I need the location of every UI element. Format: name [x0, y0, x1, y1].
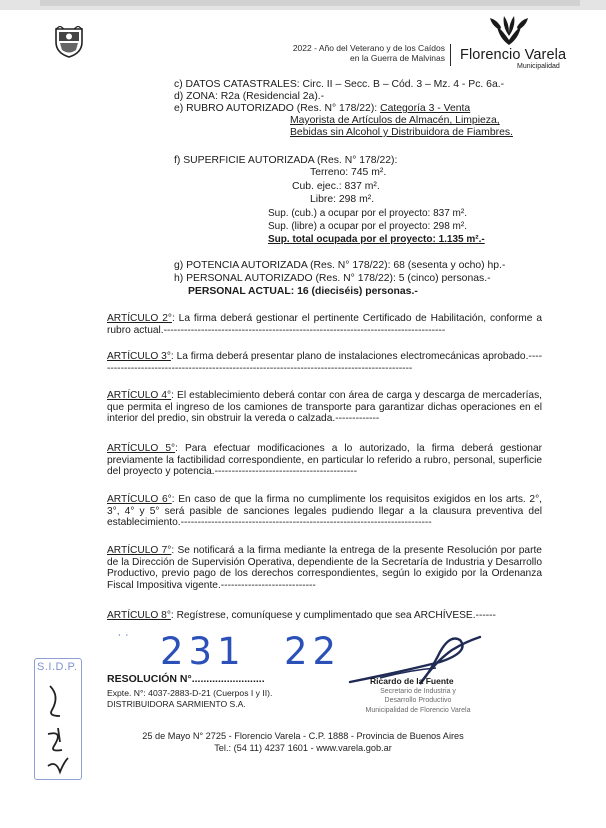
item-f-terreno: Terreno: 745 m².: [310, 167, 387, 178]
footer-address: 25 de Mayo N° 2725 - Florencio Varela - C.P. 1888 - Provincia de Buenos Aires: [142, 731, 464, 741]
article-6: ARTÍCULO 6°: En caso de que la firma no cumplimente los requisitos exigidos en los arts. 2°, 3°, 4° y 5° será pasible de sanciones legales pudiendo llegar a la clausura preventiva del establecimiento.--------------------------------------------------------------------------: [107, 494, 542, 528]
flower-logo-icon: [488, 14, 530, 46]
sidp-stamp-label: S.I.D.P.: [37, 661, 78, 673]
article-8: ARTÍCULO 8°: Regístrese, comuníquese y cumplimentado que sea ARCHÍVESE.------: [107, 610, 496, 621]
item-f-sup-cub: Sup. (cub.) a ocupar por el proyecto: 837 m².: [268, 208, 467, 219]
signatory-role-3: Municipalidad de Florencio Varela: [365, 707, 471, 714]
item-f-sup-libre: Sup. (libre) a ocupar por el proyecto: 298 m².: [268, 221, 467, 232]
brand-name: Florencio Varela: [460, 47, 567, 63]
resolution-stamp-number: 231: [160, 630, 246, 673]
signatory-role-2: Desarrollo Productivo: [384, 697, 452, 704]
article-4: ARTÍCULO 4°: El establecimiento deberá contar con área de carga y descarga de mercaderías, que permita el ingreso de los camiones de transporte para garantizar dichas operaciones en el interior del predio, sin obstruir la vereda o calzada.-------------: [107, 390, 542, 424]
item-f-libre: Libre: 298 m².: [310, 194, 375, 205]
item-g: g) POTENCIA AUTORIZADA (Res. N° 178/22): 68 (sesenta y ocho) hp.-: [174, 260, 506, 271]
expediente: Expte. N°: 4037-2883-D-21 (Cuerpos I y II).: [107, 688, 273, 698]
signatory-name: Ricardo de la Fuente: [370, 676, 454, 686]
header-divider: [450, 44, 451, 66]
item-e-line3: Bebidas sin Alcohol y Distribuidora de Fiambres.: [290, 127, 513, 138]
article-3: ARTÍCULO 3°: La firma deberá presentar plano de instalaciones electromecánicas aprobado.----------------------------------------------------------------------------------------------: [107, 351, 542, 374]
year-motto: 2022 - Año del Veterano y de los Caídos en la Guerra de Malvinas: [292, 43, 445, 63]
item-f-cub: Cub. ejec.: 837 m².: [292, 181, 380, 192]
footer-contact: Tel.: (54 11) 4237 1601 - www.varela.gob.ar: [214, 743, 392, 753]
municipal-crest-icon: [54, 26, 84, 58]
company-name: DISTRIBUIDORA SARMIENTO S.A.: [107, 699, 246, 709]
item-e-line2: Mayorista de Artículos de Almacén, Limpieza,: [290, 115, 500, 126]
personal-actual: PERSONAL ACTUAL: 16 (dieciséis) personas.-: [188, 286, 418, 297]
scan-edge-inner: [40, 0, 580, 6]
article-5: ARTÍCULO 5°: Para efectuar modificaciones a lo autorizado, la firma deberá gestionar previamente la factibilidad correspondiente, en particular lo referido a rubro, personal, superficie del proyecto y potencia.------------------------------------------: [107, 443, 542, 477]
item-f: f) SUPERFICIE AUTORIZADA (Res. N° 178/22):: [174, 155, 398, 166]
item-c: c) DATOS CATASTRALES: Circ. II – Secc. B – Cód. 3 – Mz. 4 - Pc. 6a.-: [174, 79, 505, 90]
article-7: ARTÍCULO 7°: Se notificará a la firma mediante la entrega de la presente Resolución por parte de la Dirección de Supervisión Operativa, dependiente de la Secretaría de Industria y Desarrollo Productivo, previo pago de los derechos correspondientes, según lo exigido por la Ordenanza Fiscal Impositiva vigente.----------------------------: [107, 545, 542, 591]
initials-scribble-icon: [38, 676, 78, 780]
resolution-label: RESOLUCIÓN N°.........................: [107, 673, 265, 685]
item-d: d) ZONA: R2a (Residencial 2a).-: [174, 91, 325, 102]
resolution-stamp-year: 22: [284, 630, 342, 673]
item-f-total: Sup. total ocupada por el proyecto: 1.135 m².-: [268, 234, 485, 245]
article-2: ARTÍCULO 2°: La firma deberá gestionar el pertinente Certificado de Habilitación, conforme a rubro actual.-----------------------------------------------------------------------------------: [107, 313, 542, 336]
brand-subtitle: Municipalidad: [517, 63, 560, 70]
signatory-role-1: Secretario de Industria y: [380, 688, 456, 695]
stamp-dots: ˙ ˙: [118, 632, 130, 646]
item-e: e) RUBRO AUTORIZADO (Res. N° 178/22): Categoría 3 - Venta: [174, 103, 471, 114]
item-h: h) PERSONAL AUTORIZADO (Res. N° 178/22): 5 (cinco) personas.-: [174, 273, 491, 284]
